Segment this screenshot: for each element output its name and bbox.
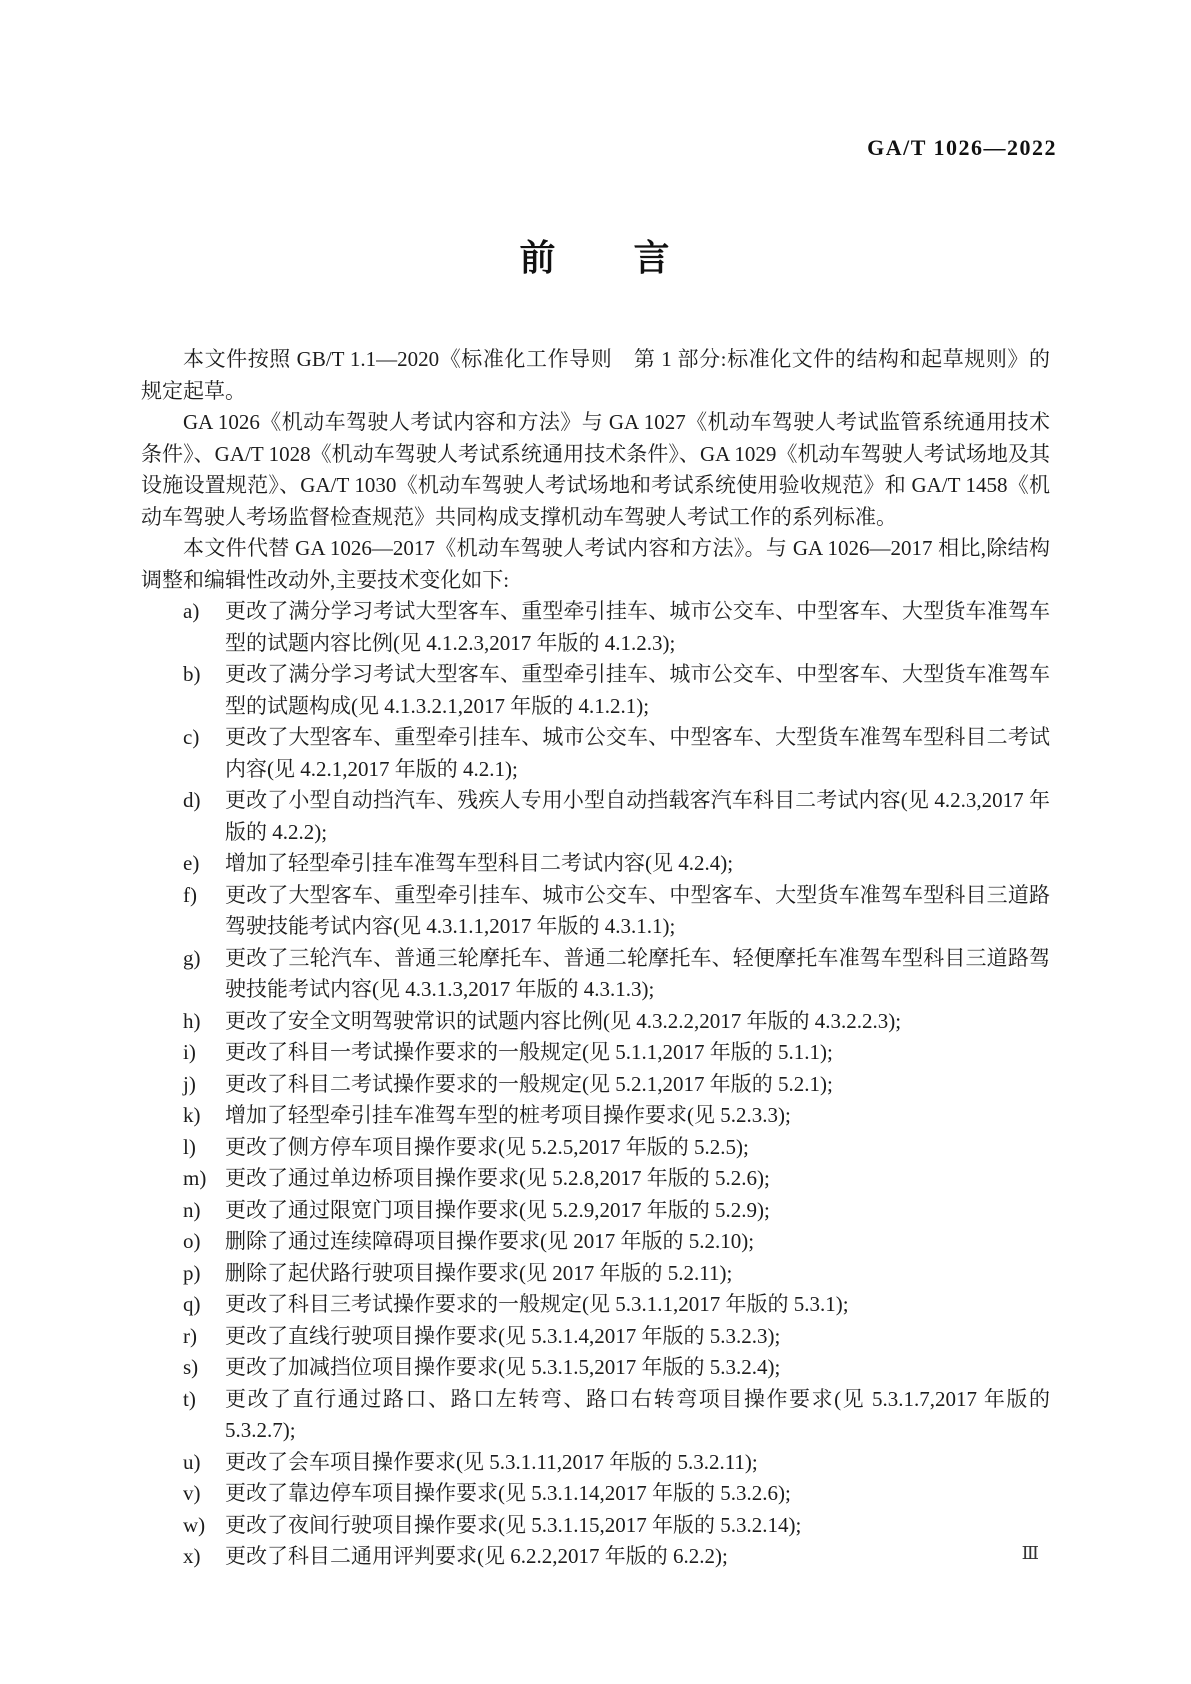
standard-code: GA/T 1026—2022 bbox=[867, 135, 1057, 160]
change-list-item bbox=[141, 1195, 1050, 1227]
item-label: q) bbox=[183, 1292, 201, 1316]
change-list-item bbox=[141, 785, 1050, 848]
item-label: t) bbox=[183, 1386, 196, 1411]
item-text: 更改了直线行驶项目操作要求(见 5.3.1.4,2017 年版的 5.3.2.3); bbox=[225, 1323, 781, 1348]
item-text: 更改了三轮汽车、普通三轮摩托车、普通二轮摩托车、轻便摩托车准驾车型科目三道路驾驶技能考试内容(见 4.3.1.3,2017 年版的 4.3.1.3); bbox=[225, 945, 1050, 1001]
change-list-item bbox=[141, 722, 1050, 785]
page-number: Ⅲ bbox=[1021, 1543, 1039, 1563]
item-label: w) bbox=[183, 1512, 206, 1537]
change-list-item bbox=[141, 880, 1050, 943]
item-text: 更改了科目一考试操作要求的一般规定(见 5.1.1,2017 年版的 5.1.1); bbox=[225, 1040, 833, 1064]
item-text: 增加了轻型牵引挂车准驾车型科目二考试内容(见 4.2.4); bbox=[225, 851, 734, 875]
item-text: 更改了大型客车、重型牵引挂车、城市公交车、中型客车、大型货车准驾车型科目二考试内容(见 4.2.1,2017 年版的 4.2.1); bbox=[225, 725, 1050, 781]
change-list-item bbox=[141, 1541, 1050, 1573]
change-list-item bbox=[141, 1478, 1050, 1510]
change-list-item bbox=[141, 1226, 1050, 1258]
item-label: s) bbox=[183, 1355, 199, 1379]
item-text: 更改了安全文明驾驶常识的试题内容比例(见 4.3.2.2,2017 年版的 4.3.2.2.3); bbox=[225, 1008, 902, 1033]
item-text: 删除了起伏路行驶项目操作要求(见 2017 年版的 5.2.11); bbox=[225, 1260, 733, 1285]
item-label: r) bbox=[183, 1323, 197, 1348]
change-list-item bbox=[141, 1510, 1050, 1542]
item-text: 更改了科目三考试操作要求的一般规定(见 5.3.1.1,2017 年版的 5.3.1); bbox=[225, 1292, 849, 1316]
foreword-paragraph: 本文件代替 GA 1026—2017《机动车驾驶人考试内容和方法》。与 GA 1026—2017 相比,除结构调整和编辑性改动外,主要技术变化如下: bbox=[141, 536, 1050, 592]
item-label: c) bbox=[183, 725, 200, 749]
foreword-paragraph: 本文件按照 GB/T 1.1—2020《标准化工作导则 第 1 部分:标准化文件的结构和起草规则》的规定起草。 bbox=[141, 347, 1050, 403]
item-label: a) bbox=[183, 599, 200, 623]
change-list-item bbox=[141, 1289, 1050, 1321]
change-list-item bbox=[141, 1352, 1050, 1384]
foreword-paragraph: GA 1026《机动车驾驶人考试内容和方法》与 GA 1027《机动车驾驶人考试监管系统通用技术条件》、GA/T 1028《机动车驾驶人考试系统通用技术条件》、GA 1029《机动车驾驶人考试场地及其设施设置规范》、GA/T 1030《机动车驾驶人考试场地和考试系统使用验收规范》和 GA/T 1458《机动车驾驶人考场监督检查规范》共同构成支撑机动车驾驶人考试工作的系列标准。 bbox=[141, 410, 1050, 529]
item-label: k) bbox=[183, 1103, 201, 1127]
item-text: 更改了科目二考试操作要求的一般规定(见 5.2.1,2017 年版的 5.2.1); bbox=[225, 1071, 833, 1096]
item-label: h) bbox=[183, 1008, 201, 1033]
change-list-item bbox=[141, 1163, 1050, 1195]
change-list-item bbox=[141, 1069, 1050, 1101]
change-list-item bbox=[141, 1258, 1050, 1290]
item-label: n) bbox=[183, 1197, 201, 1222]
item-text: 更改了加减挡位项目操作要求(见 5.3.1.5,2017 年版的 5.3.2.4); bbox=[225, 1355, 781, 1379]
item-label: f) bbox=[183, 882, 197, 907]
change-list-item bbox=[141, 1447, 1050, 1479]
item-text: 更改了大型客车、重型牵引挂车、城市公交车、中型客车、大型货车准驾车型科目三道路驾驶技能考试内容(见 4.3.1.1,2017 年版的 4.3.1.1); bbox=[225, 882, 1050, 938]
page-title: 前 言 bbox=[519, 237, 672, 278]
change-list-item bbox=[141, 659, 1050, 722]
change-list-item bbox=[141, 1037, 1050, 1069]
item-text: 增加了轻型牵引挂车准驾车型的桩考项目操作要求(见 5.2.3.3); bbox=[225, 1103, 791, 1127]
change-list-item bbox=[141, 943, 1050, 1006]
item-label: e) bbox=[183, 851, 200, 875]
item-text: 更改了满分学习考试大型客车、重型牵引挂车、城市公交车、中型客车、大型货车准驾车型的试题构成(见 4.1.3.2.1,2017 年版的 4.1.2.1); bbox=[225, 662, 1050, 718]
item-label: j) bbox=[183, 1071, 196, 1096]
item-text: 更改了通过限宽门项目操作要求(见 5.2.9,2017 年版的 5.2.9); bbox=[225, 1197, 770, 1222]
item-label: o) bbox=[183, 1229, 201, 1253]
item-label: x) bbox=[183, 1544, 201, 1568]
item-text: 删除了通过连续障碍项目操作要求(见 2017 年版的 5.2.10); bbox=[225, 1229, 755, 1253]
item-label: l) bbox=[183, 1134, 196, 1159]
change-list-item bbox=[141, 1132, 1050, 1164]
item-text: 更改了直行通过路口、路口左转弯、路口右转弯项目操作要求(见 5.3.1.7,2017 年版的 5.3.2.7); bbox=[225, 1386, 1050, 1442]
item-label: i) bbox=[183, 1040, 196, 1064]
item-text: 更改了科目二通用评判要求(见 6.2.2,2017 年版的 6.2.2); bbox=[225, 1544, 728, 1568]
item-label: u) bbox=[183, 1449, 201, 1474]
foreword-body bbox=[141, 344, 1050, 1573]
change-list-item bbox=[141, 596, 1050, 659]
item-label: d) bbox=[183, 788, 201, 812]
item-label: m) bbox=[183, 1166, 207, 1190]
item-text: 更改了小型自动挡汽车、残疾人专用小型自动挡载客汽车科目二考试内容(见 4.2.3,2017 年版的 4.2.2); bbox=[225, 788, 1050, 844]
item-text: 更改了会车项目操作要求(见 5.3.1.11,2017 年版的 5.3.2.11); bbox=[225, 1449, 758, 1474]
change-list-item bbox=[141, 1321, 1050, 1353]
change-list-item bbox=[141, 1100, 1050, 1132]
item-label: p) bbox=[183, 1260, 201, 1285]
item-label: v) bbox=[183, 1481, 201, 1505]
item-text: 更改了靠边停车项目操作要求(见 5.3.1.14,2017 年版的 5.3.2.6); bbox=[225, 1481, 791, 1505]
change-list-item bbox=[141, 1006, 1050, 1038]
change-list-item bbox=[141, 848, 1050, 880]
item-text: 更改了侧方停车项目操作要求(见 5.2.5,2017 年版的 5.2.5); bbox=[225, 1134, 749, 1159]
item-label: b) bbox=[183, 662, 201, 686]
item-label: g) bbox=[183, 945, 201, 970]
item-text: 更改了通过单边桥项目操作要求(见 5.2.8,2017 年版的 5.2.6); bbox=[225, 1166, 770, 1190]
change-list-item bbox=[141, 1384, 1050, 1447]
item-text: 更改了满分学习考试大型客车、重型牵引挂车、城市公交车、中型客车、大型货车准驾车型的试题内容比例(见 4.1.2.3,2017 年版的 4.1.2.3); bbox=[225, 599, 1050, 655]
item-text: 更改了夜间行驶项目操作要求(见 5.3.1.15,2017 年版的 5.3.2.14); bbox=[225, 1512, 802, 1537]
